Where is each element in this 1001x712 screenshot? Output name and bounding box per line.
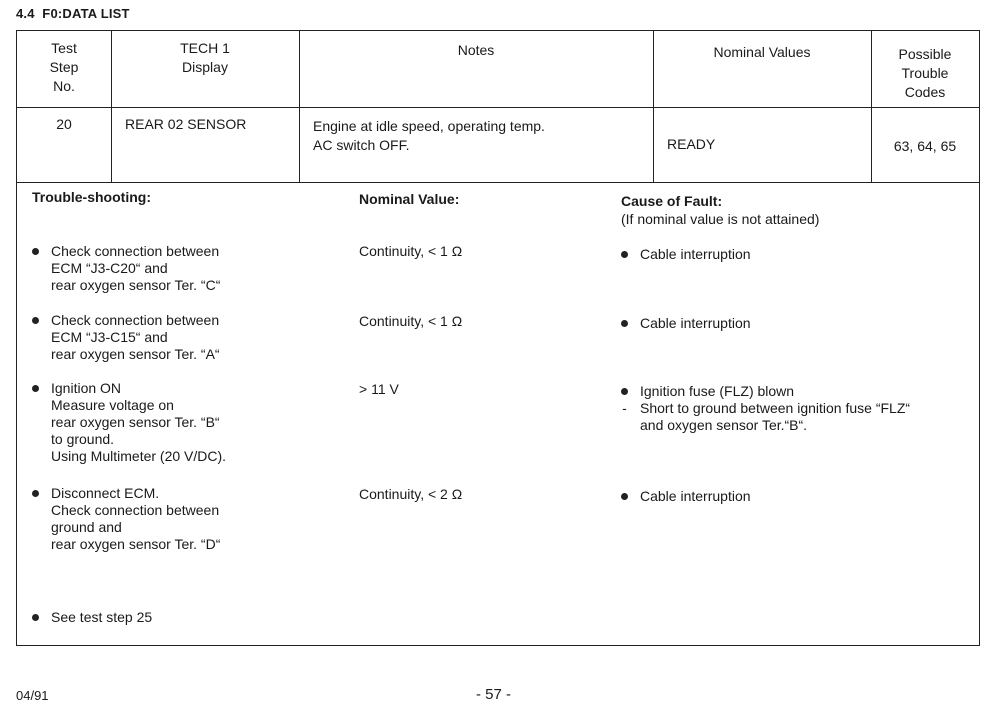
section-name: F0:DATA LIST	[42, 6, 130, 21]
header-notes: Notes	[457, 42, 495, 58]
header-possible-codes: Possible Trouble Codes	[898, 46, 952, 100]
check-item-4: Disconnect ECM. Check connection between ground and rear oxygen sensor Ter. “D“	[32, 485, 220, 553]
cause-1: Cable interruption	[621, 246, 751, 263]
bullet-icon	[32, 614, 39, 621]
nominal-value-heading: Nominal Value:	[359, 191, 460, 207]
bullet-icon	[621, 320, 628, 327]
footer-date: 04/91	[16, 688, 49, 703]
troubleshooting-heading: Trouble-shooting:	[32, 189, 151, 205]
cause-4: Cable interruption	[621, 488, 751, 505]
cause-2: Cable interruption	[621, 315, 751, 332]
check-item-3: Ignition ON Measure voltage on rear oxygen sensor Ter. “B“ to ground. Using Multimeter (20 V/DC).	[32, 380, 226, 465]
header-nominal-values: Nominal Values	[713, 44, 811, 60]
bullet-icon	[621, 251, 628, 258]
cause-subheading: (If nominal value is not attained)	[621, 211, 820, 227]
bullet-icon	[32, 248, 39, 255]
nominal-value-2: Continuity, < 1 Ω	[359, 313, 463, 329]
dash-icon: -	[622, 400, 627, 416]
nominal-value-1: Continuity, < 1 Ω	[359, 243, 463, 259]
bullet-icon	[621, 493, 628, 500]
nominal-value-3: > 11 V	[359, 381, 399, 397]
table-bottom-line	[17, 182, 979, 183]
row-step: 20	[56, 116, 72, 132]
cause-3-extra: - Short to ground between ignition fuse “FLZ“ and oxygen sensor Ter.“B“.	[622, 400, 911, 433]
data-list-frame	[16, 30, 980, 646]
header-table	[17, 31, 979, 183]
page-number: - 57 -	[476, 686, 512, 703]
check-item-1: Check connection between ECM “J3-C20“ and rear oxygen sensor Ter. “C“	[32, 243, 220, 294]
nominal-value-4: Continuity, < 2 Ω	[359, 486, 463, 502]
cause-3: Ignition fuse (FLZ) blown	[621, 383, 794, 400]
check-item-2: Check connection between ECM “J3-C15“ and rear oxygen sensor Ter. “A“	[32, 312, 220, 363]
bullet-icon	[32, 490, 39, 497]
see-also-item: See test step 25	[32, 609, 152, 626]
header-tech-display: TECH 1 Display	[180, 40, 230, 75]
bullet-icon	[621, 388, 628, 395]
cause-of-fault-heading: Cause of Fault:	[621, 193, 723, 209]
bullet-icon	[32, 385, 39, 392]
header-test-step: Test Step No.	[49, 40, 79, 94]
row-codes: 63, 64, 65	[893, 138, 957, 154]
section-number: 4.4	[16, 6, 35, 21]
header-row-divider	[17, 107, 979, 108]
row-nominal: READY	[667, 136, 716, 152]
row-notes: Engine at idle speed, operating temp. AC switch OFF.	[313, 118, 545, 153]
bullet-icon	[32, 317, 39, 324]
row-display: REAR 02 SENSOR	[125, 116, 247, 132]
section-title	[16, 6, 130, 21]
